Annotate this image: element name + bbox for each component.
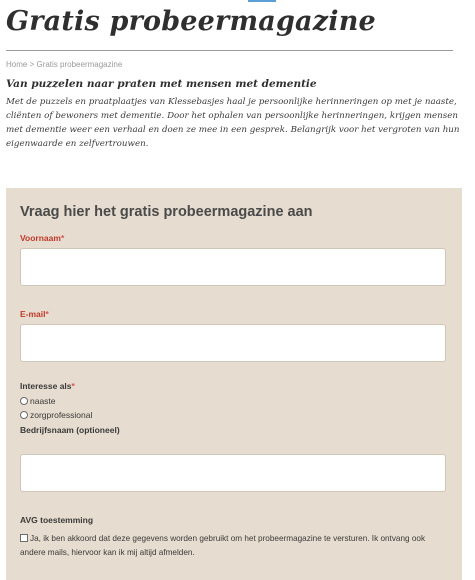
breadcrumb-separator: > [27,60,37,69]
avg-consent-checkbox[interactable] [20,534,28,542]
interesse-label [20,381,75,391]
page-title: Gratis probeermagazine [6,6,376,37]
intro-text: Met de puzzels en praatplaatjes van Klessebasjes haal je persoonlijke herinneringen op met je naaste, cliënten of bewoners met dementie. Door het ophalen van persoonlijke herinneringen, krijgen mensen met dementie weer een verhaal en doen ze mee in een gesprek. Belangrijk voor het vergroten van hun eigenwaarde en zelfvertrouwen. [6,97,460,149]
bedrijfsnaam-label: Bedrijfsnaam (optioneel) [20,425,120,435]
radio-label-naaste: naaste [30,396,56,406]
radio-button-naaste[interactable] [20,397,28,405]
bedrijfsnaam-field[interactable] [20,454,446,492]
voornaam-field[interactable] [20,248,446,286]
request-form [6,188,462,580]
avg-consent-text: Ja, ik ben akkoord dat deze gegevens worden gebruikt om het probeermagazine te versturen. Ik ontvang ook andere mails, hiervoor kan ik mij altijd afmelden. [20,534,426,557]
avg-heading: AVG toestemming [20,515,94,525]
voornaam-label [20,233,64,243]
required-marker: * [45,309,49,319]
radio-label-zorgprofessional: zorgprofessional [30,410,93,420]
radio-button-zorgprofessional[interactable] [20,411,28,419]
required-marker: * [60,233,65,243]
interesse-label-text: Interesse als [20,381,72,391]
breadcrumb-current: Gratis probeermagazine [36,60,123,69]
radio-option-zorgprofessional[interactable] [20,410,92,420]
breadcrumb-home-link[interactable]: Home [6,60,28,69]
voornaam-label-text: Voornaam [20,233,61,243]
form-title: Vraag hier het gratis probeermagazine aan [20,204,313,220]
email-label-text: E-mail [20,309,46,319]
avg-consent[interactable] [20,532,450,560]
title-divider [6,50,453,51]
intro-heading: Van puzzelen naar praten met mensen met dementie [6,78,317,90]
breadcrumb [6,60,122,69]
radio-option-naaste[interactable] [20,396,56,406]
email-label [20,309,49,319]
top-accent-bar [248,0,276,2]
email-field[interactable] [20,324,446,362]
required-marker: * [71,381,75,391]
